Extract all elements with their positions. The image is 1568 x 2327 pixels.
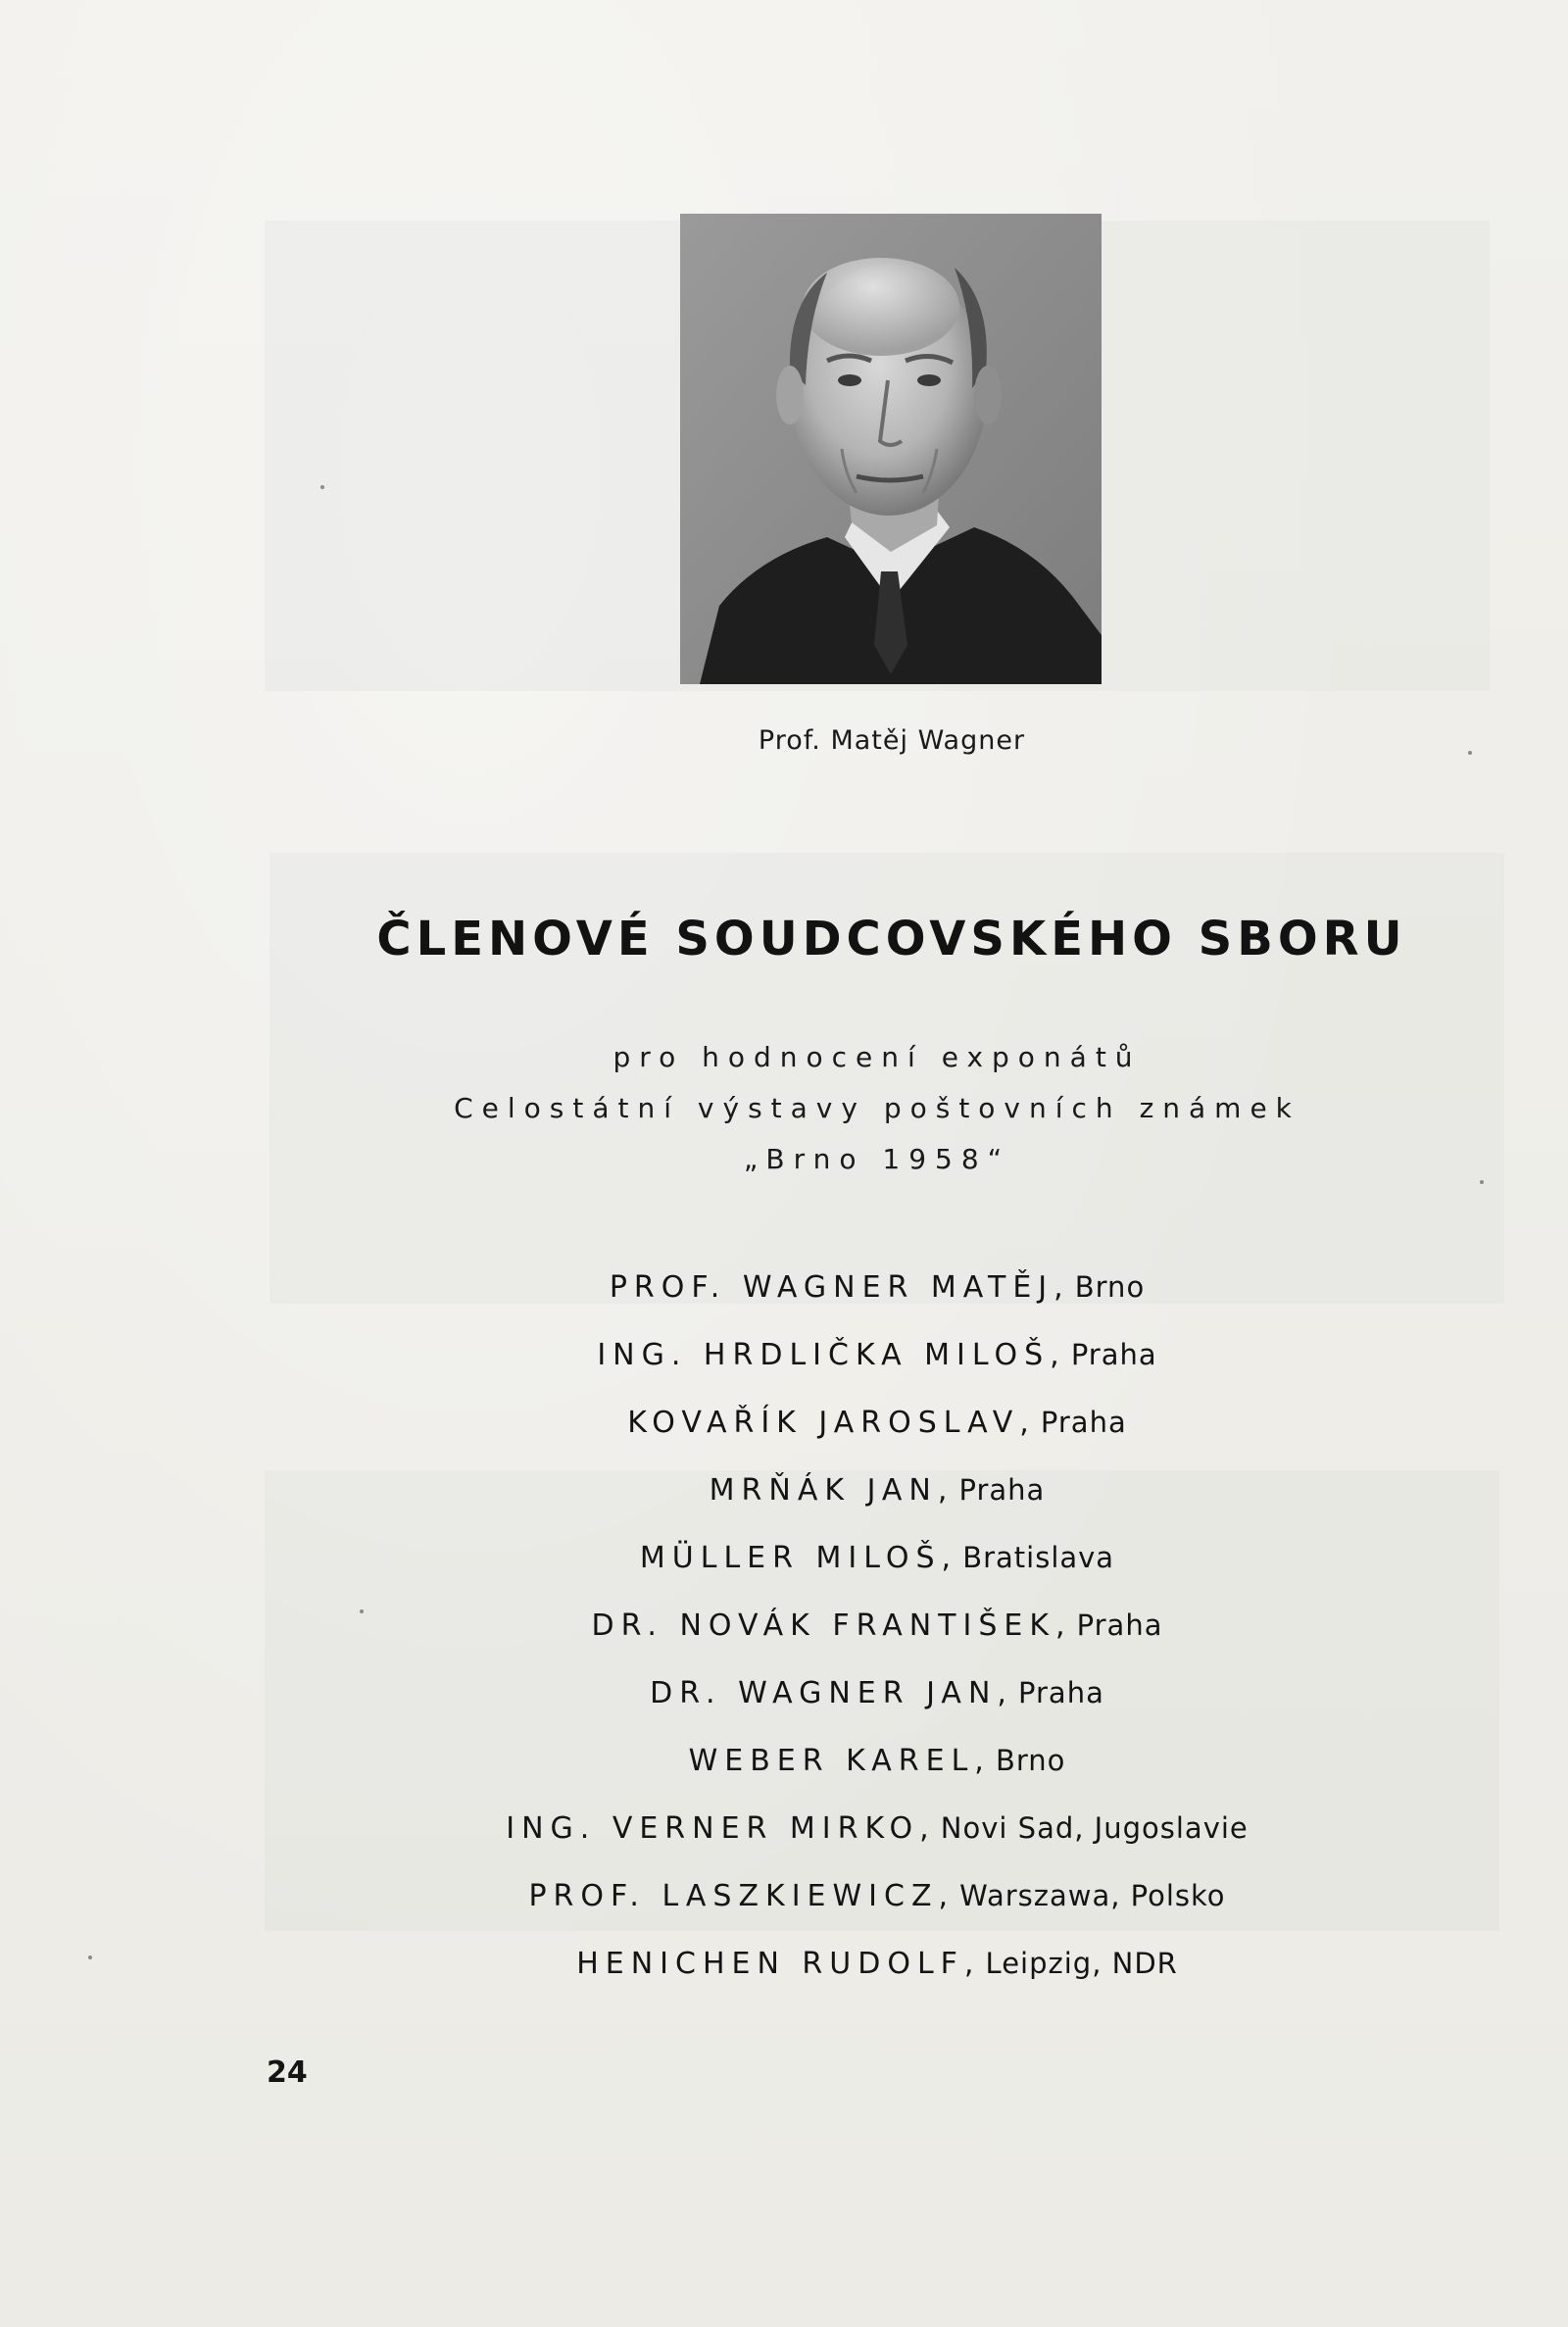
member-place: Bratislava (962, 1541, 1115, 1574)
print-speck (1480, 1180, 1484, 1184)
member-place: Praha (1018, 1676, 1104, 1709)
member-name: DR. NOVÁK FRANTIŠEK, (591, 1609, 1072, 1643)
subtitle-line-1: pro hodnocení exponátů (612, 1041, 1142, 1073)
list-item (0, 1270, 1568, 1338)
member-place: Brno (1074, 1270, 1146, 1304)
list-item (0, 1744, 1568, 1811)
member-name: HENICHEN RUDOLF, (576, 1947, 981, 1981)
print-speck (88, 1956, 92, 1959)
member-place: Praha (1076, 1609, 1163, 1642)
member-name: WEBER KAREL, (688, 1744, 991, 1778)
list-item (0, 1676, 1568, 1744)
member-name: KOVAŘÍK JAROSLAV, (627, 1406, 1036, 1440)
subtitle-line-2: Celostátní výstavy poštovních známek (454, 1092, 1300, 1124)
member-place: Brno (995, 1744, 1066, 1777)
member-name: ING. VERNER MIRKO, (506, 1811, 936, 1846)
list-item (0, 1879, 1568, 1947)
member-name: ING. HRDLIČKA MILOŠ, (597, 1338, 1066, 1372)
member-place: Warszawa, Polsko (959, 1879, 1226, 1912)
print-speck (1468, 751, 1472, 755)
member-name: PROF. LASZKIEWICZ, (528, 1879, 956, 1913)
member-name: PROF. WAGNER MATĚJ, (609, 1270, 1070, 1305)
photo-caption: Prof. Matěj Wagner (758, 725, 1026, 756)
member-name: MÜLLER MILOŠ, (639, 1541, 958, 1575)
page-heading: ČLENOVÉ SOUDCOVSKÉHO SBORU (376, 912, 1407, 966)
member-place: Praha (958, 1473, 1046, 1507)
list-item (0, 1406, 1568, 1473)
member-place: Novi Sad, Jugoslavie (940, 1811, 1249, 1845)
subtitle-line-3: „Brno 1958“ (743, 1143, 1011, 1175)
member-place: Leipzig, NDR (985, 1947, 1178, 1980)
list-item (0, 1338, 1568, 1406)
list-item (0, 1947, 1568, 2014)
portrait-photo (680, 214, 1102, 684)
list-item (0, 1541, 1568, 1609)
portrait-image (680, 214, 1102, 684)
member-list (0, 1270, 1568, 2014)
list-item (0, 1811, 1568, 1879)
print-speck (320, 485, 324, 489)
print-speck (360, 1609, 364, 1613)
member-name: DR. WAGNER JAN, (650, 1676, 1013, 1710)
page-number: 24 (267, 2055, 308, 2090)
member-name: MRŇÁK JAN, (709, 1473, 955, 1508)
list-item (0, 1609, 1568, 1676)
member-place: Praha (1040, 1406, 1127, 1439)
member-place: Praha (1070, 1338, 1157, 1371)
list-item (0, 1473, 1568, 1541)
